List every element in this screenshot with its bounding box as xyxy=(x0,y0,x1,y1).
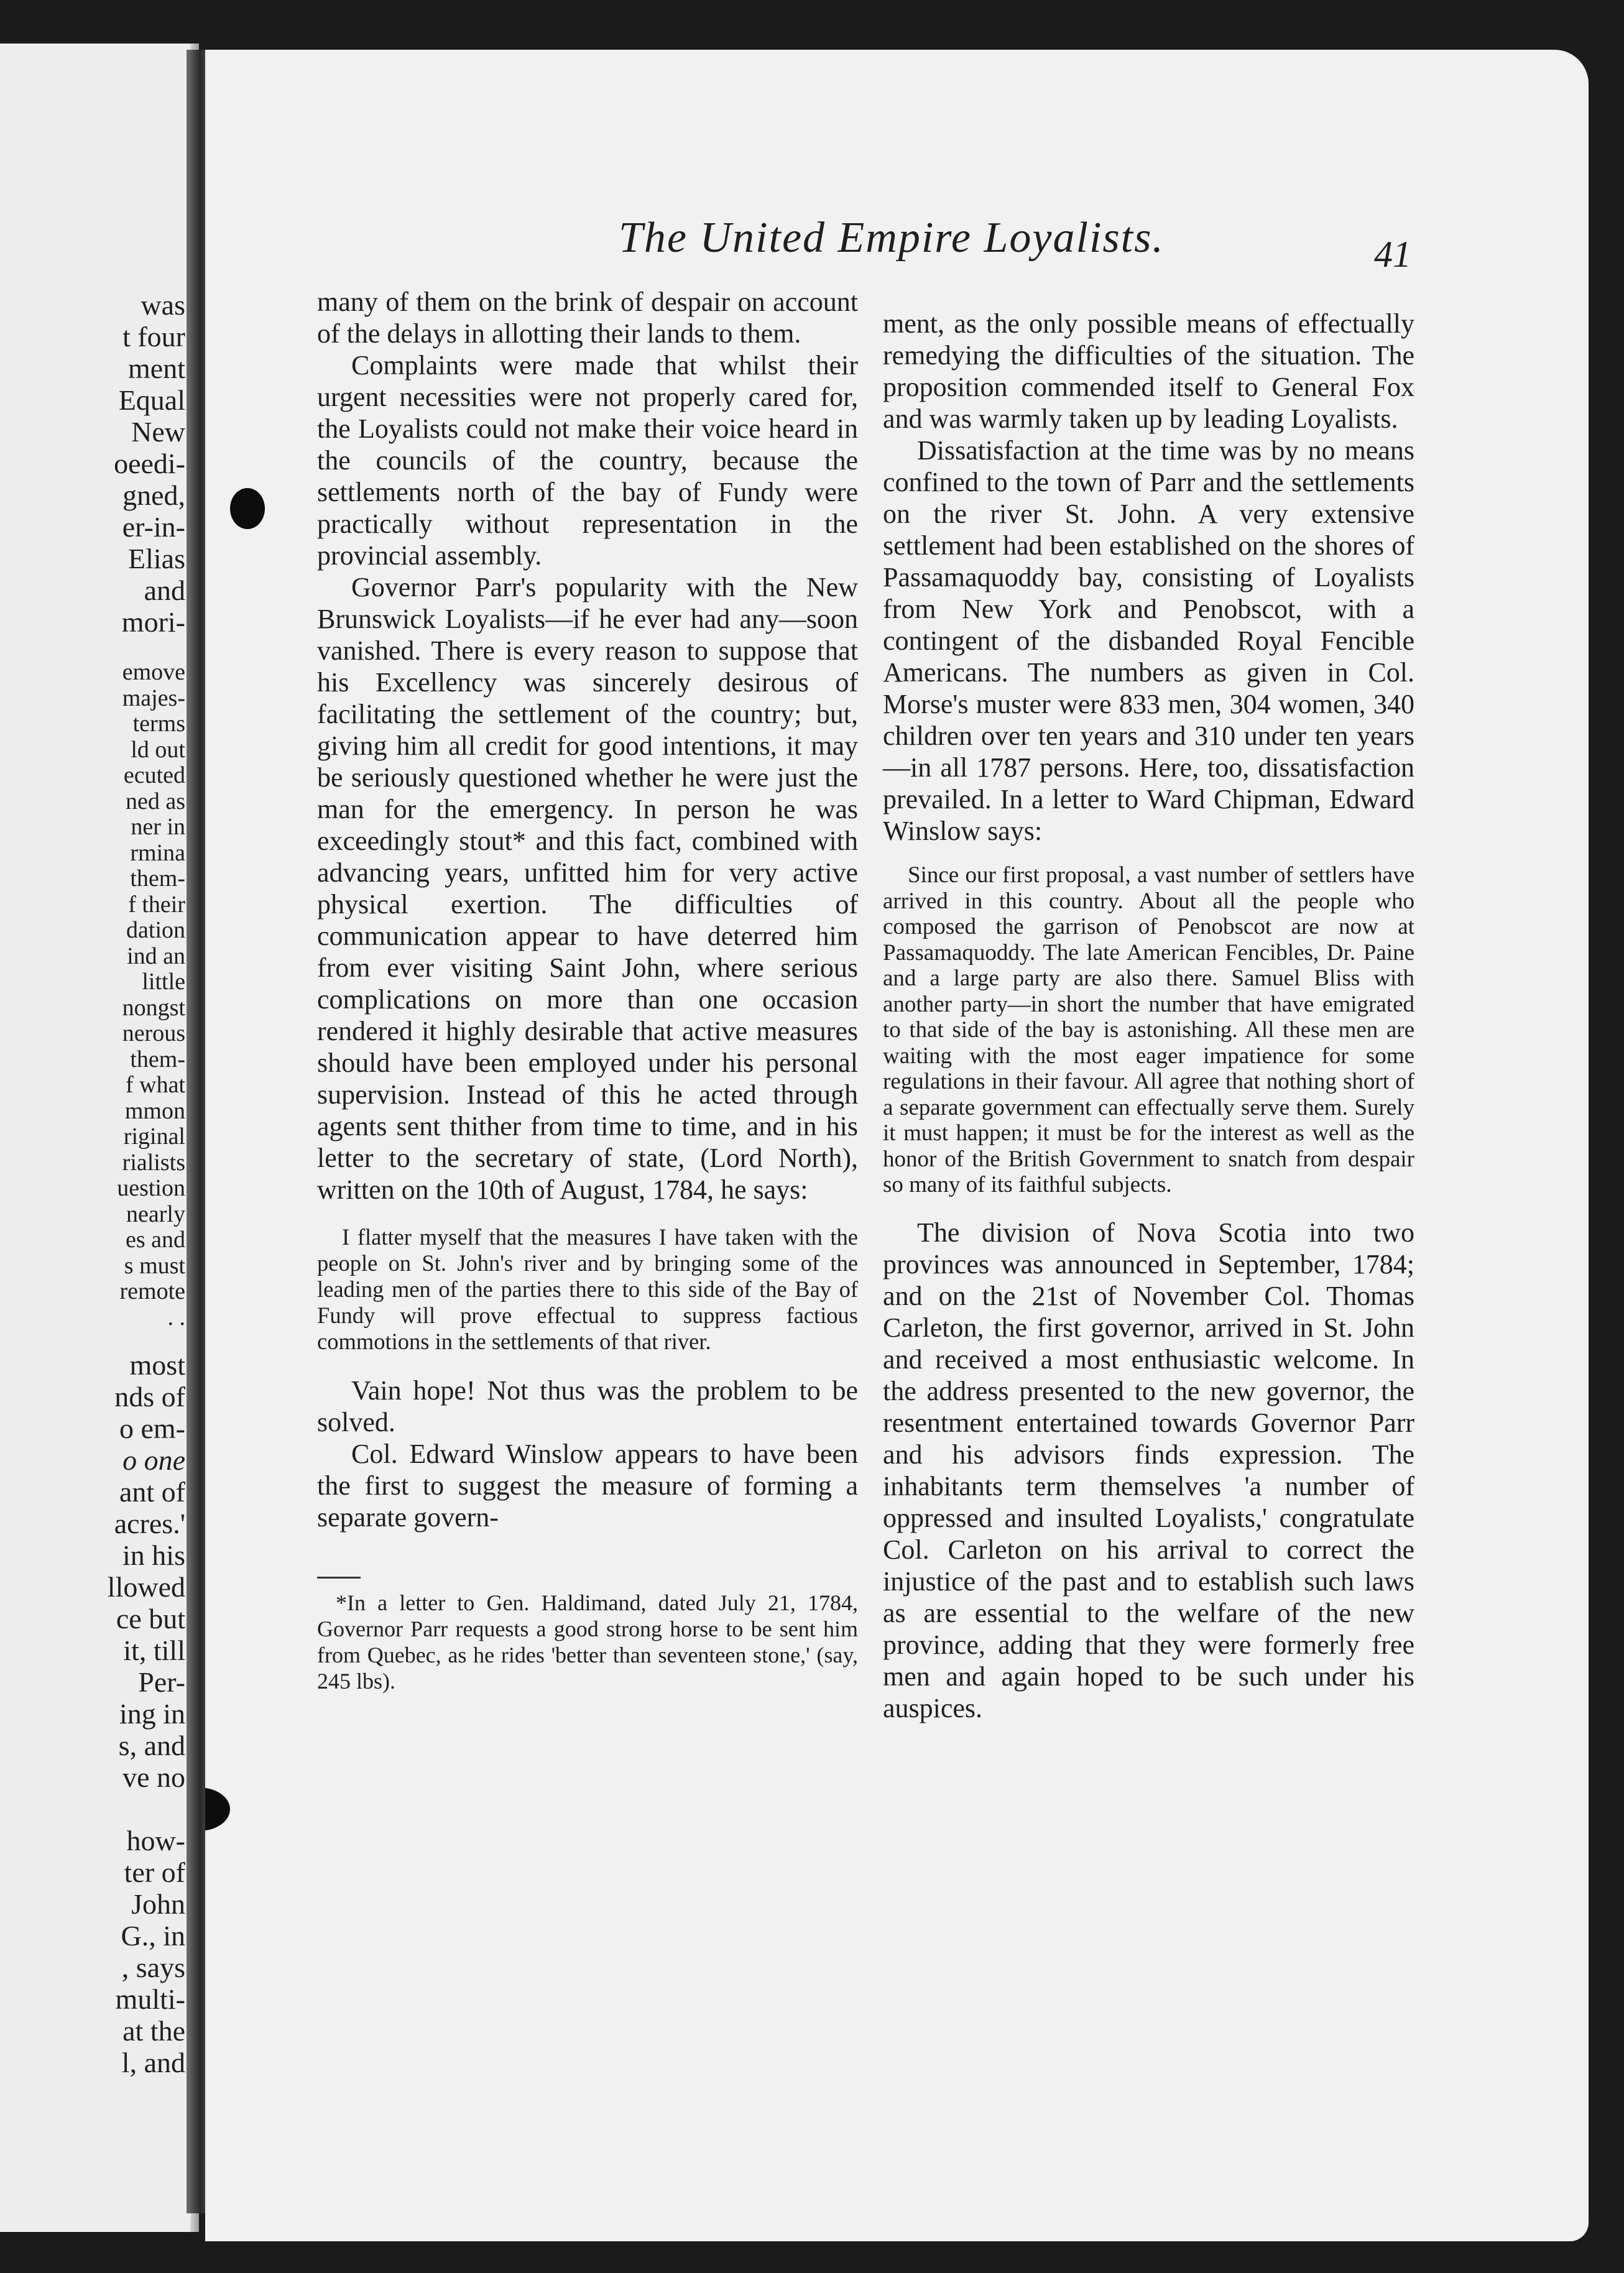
left-line: ner in xyxy=(131,814,185,840)
left-line: uestion xyxy=(117,1175,185,1201)
left-line: them- xyxy=(130,1046,185,1072)
left-line: rialists xyxy=(122,1149,185,1176)
left-line: was xyxy=(141,289,185,321)
left-line: acres.' xyxy=(114,1508,185,1539)
left-line: ter of xyxy=(124,1856,185,1888)
left-line: l, and xyxy=(121,2047,185,2078)
left-line: Equal xyxy=(118,384,185,416)
left-line: Per- xyxy=(138,1666,185,1698)
running-header: The United Empire Loyalists. xyxy=(619,214,1165,262)
left-line: New xyxy=(131,416,185,448)
block-quote: I flatter myself that the measures I have taken with the people on St. John's river and by bringing some of the leading men of the parties there to this side of the Bay of Fundy will prove effectual to suppress factious commotions in the settlements of that river. xyxy=(317,1224,858,1354)
left-line: ecuted xyxy=(123,762,185,788)
left-line: multi- xyxy=(115,1983,185,2015)
left-line: ind an xyxy=(127,943,185,969)
left-line: , says xyxy=(121,1952,185,1983)
left-line: majes- xyxy=(122,685,185,711)
left-line: s must xyxy=(124,1252,185,1279)
paragraph: Dissatisfaction at the time was by no means confined to the town of Parr and the settlements on the river St. John. A very extensive settlement had been established on the shores of Passamaquoddy bay, consisting of Loyalists from New York and Penobscot, with a contingent of the disbanded Royal Fencible Americans. The numbers as given in Col. Morse's muster were 833 men, 304 women, 340 children over ten years and 310 under ten years—in all 1787 persons. Here, too, dissatisfaction prevailed. In a letter to Ward Chipman, Edward Winslow says: xyxy=(883,435,1414,846)
left-line: ld out xyxy=(131,736,185,763)
left-line: ned as xyxy=(125,788,185,814)
left-line: at the xyxy=(122,2015,185,2047)
paragraph: Governor Parr's popularity with the New Brunswick Loyalists—if he ever had any—soon vanished. There is every reason to suppose that his Excellency was sincerely desirous of facilitating the settlement of the country; but, giving him all credit for good intentions, it may be seriously questioned whether he were just the man for the emergency. In person he was exceedingly stout* and this fact, combined with advancing years, unfitted him for very active physical exertion. The difficulties of communication appear to have deterred him from ever visiting Saint John, where serious complications on more than one occasion rendered it highly desirable that active measures should have been employed under his personal supervision. Instead of this he acted through agents sent thither from time to time, and in his letter to the secretary of state, (Lord North), written on the 10th of August, 1784, he says: xyxy=(317,572,858,1205)
left-line: t four xyxy=(122,321,185,353)
left-line: riginal xyxy=(123,1123,185,1150)
left-line: o em- xyxy=(119,1413,185,1444)
left-line: s, and xyxy=(118,1730,185,1761)
left-line: nerous xyxy=(122,1020,185,1046)
left-line: llowed xyxy=(107,1571,185,1603)
footnote: *In a letter to Gen. Haldimand, dated July 21, 1784, Governor Parr requests a good strong horse to be sent him from Quebec, as he rides 'better than seventeen stone,' (say, 245 lbs). xyxy=(317,1590,858,1694)
left-line: John xyxy=(131,1888,185,1920)
left-line: little xyxy=(142,969,185,995)
left-line: dation xyxy=(126,917,185,943)
footnote-rule xyxy=(317,1577,361,1579)
left-line: remote xyxy=(119,1278,185,1304)
left-line: mori- xyxy=(121,606,185,638)
block-quote: Since our first proposal, a vast number of settlers have arrived in this country. About all the people who composed the garrison of Penobscot are now at Passamaquoddy. The late American Fencibles, Dr. Paine and a large party are also there. Samuel Bliss with another party—in short the number that have emigrated to that side of the bay is astonishing. All these men are waiting with the most eager impatience for some regulations in their favour. All agree that nothing short of a separate government can effectually serve them. Surely it must happen; it must be for the interest as well as the honor of the British Government to snatch from despair so many of its faithful subjects. xyxy=(883,862,1414,1197)
left-line: G., in xyxy=(121,1920,185,1952)
left-line: er-in- xyxy=(122,511,185,543)
right-page xyxy=(205,50,1589,2241)
left-line: emove xyxy=(122,659,185,685)
left-line xyxy=(0,1793,185,1825)
left-line: ment xyxy=(128,353,185,384)
left-line: ce but xyxy=(116,1603,185,1634)
left-line: es and xyxy=(125,1227,185,1253)
left-line: mmon xyxy=(124,1097,185,1124)
text-column-right xyxy=(883,308,1414,1724)
left-line: how- xyxy=(126,1825,185,1856)
left-line: most xyxy=(129,1349,185,1381)
left-line: Elias xyxy=(128,543,185,574)
page-number: 41 xyxy=(1374,234,1411,275)
paragraph: ment, as the only possible means of effectually remedying the difficulties of the situation. The proposition commended itself to General Fox and was warmly taken up by leading Loyalists. xyxy=(883,308,1414,434)
left-line: o one xyxy=(122,1444,185,1476)
left-line: nds of xyxy=(114,1381,185,1413)
left-line: ant of xyxy=(119,1476,185,1508)
paragraph: Col. Edward Winslow appears to have been the first to suggest the measure of forming a separate govern- xyxy=(317,1439,858,1533)
left-line: f their xyxy=(128,891,185,918)
left-line: f what xyxy=(125,1072,185,1098)
left-line: . . xyxy=(167,1304,185,1330)
text-column-left xyxy=(317,286,858,1694)
left-line: them- xyxy=(130,865,185,892)
left-page-fragment xyxy=(0,44,199,2232)
left-line: ing in xyxy=(119,1698,185,1730)
left-page-text xyxy=(0,289,185,2078)
left-line: terms xyxy=(132,711,185,737)
left-line: it, till xyxy=(123,1634,185,1666)
left-line: and xyxy=(144,574,185,606)
paragraph: The division of Nova Scotia into two provinces was announced in September, 1784; and on the 21st of November Col. Thomas Carleton, the first governor, arrived in St. John and received a most enthusiastic welcome. In the address presented to the new governor, the resentment entertained towards Governor Parr and his advisors finds expression. The inhabitants term themselves 'a number of oppressed and insulted Loyalists,' congratulate Col. Carleton on his arrival to correct the injustice of the past and to establish such laws as are essential to the welfare of the new province, adding that they were formerly free men and again hoped to be such under his auspices. xyxy=(883,1217,1414,1723)
left-line: nearly xyxy=(126,1201,185,1227)
paragraph: Complaints were made that whilst their urgent necessities were not properly cared for, the Loyalists could not make their voice heard in the councils of the country, because the settlements north of the bay of Fundy were practically without representation in the provincial assembly. xyxy=(317,350,858,571)
paragraph: Vain hope! Not thus was the problem to be solved. xyxy=(317,1375,858,1437)
binding-hole-icon xyxy=(230,488,265,529)
left-line: oeedi- xyxy=(114,448,185,479)
left-line: nongst xyxy=(122,994,185,1021)
left-line: in his xyxy=(122,1539,185,1571)
left-line: gned, xyxy=(122,479,185,511)
binding-hole-icon xyxy=(205,1787,230,1831)
left-line: rmina xyxy=(130,839,185,866)
left-line: ve no xyxy=(122,1761,185,1793)
paragraph: many of them on the brink of despair on account of the delays in allotting their lands to them. xyxy=(317,287,858,349)
